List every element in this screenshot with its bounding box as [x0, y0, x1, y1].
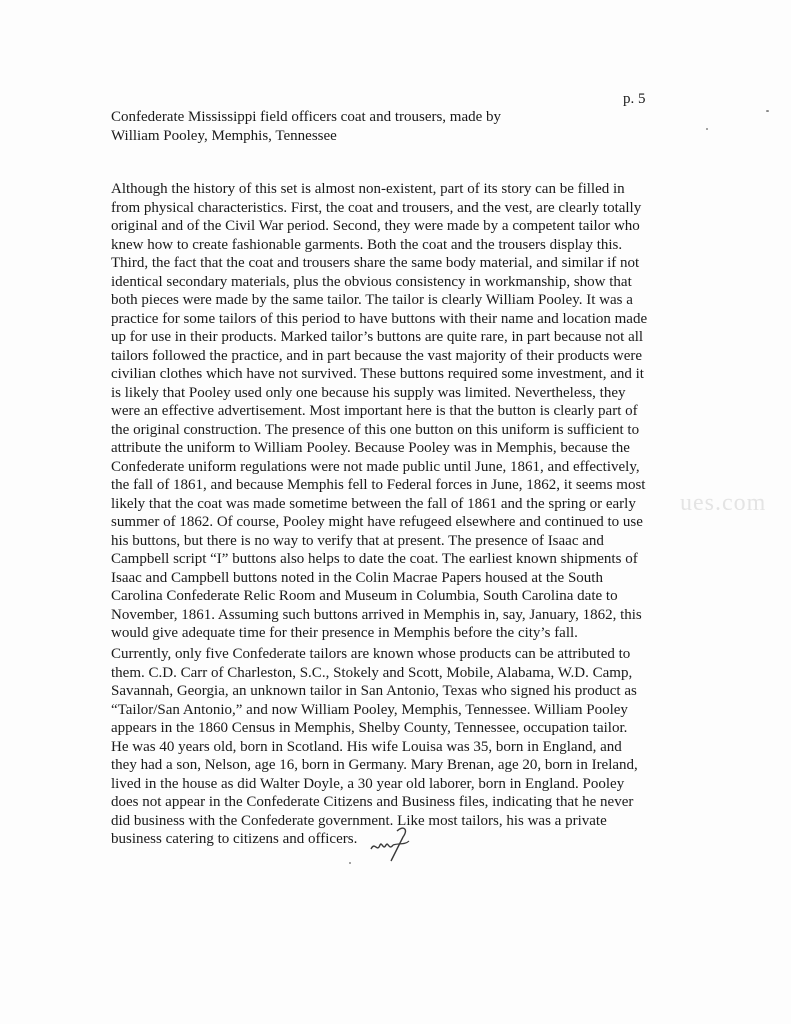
scan-speck — [766, 110, 769, 112]
text-line: identical secondary materials, plus the obvious consistency in workmanship, show that — [111, 273, 632, 290]
text-line: attribute the uniform to William Pooley. Because Pooley was in Memphis, because the — [111, 440, 630, 456]
document-title — [111, 108, 631, 145]
text-line: them. C.D. Carr of Charleston, S.C., Stokely and Scott, Mobile, Alabama, W.D. Camp, — [111, 664, 633, 681]
text-line: from physical characteristics. First, the coat and trousers, and the vest, are clearly totally — [111, 199, 642, 216]
text-line: Carolina Confederate Relic Room and Museum in Columbia, South Carolina date to — [111, 588, 618, 604]
text-line: November, 1861. Assuming such buttons arrived in Memphis in, say, January, 1862, this — [111, 606, 642, 623]
text-line: “Tailor/San Antonio,” and now William Pooley, Memphis, Tennessee. William Pooley — [111, 701, 628, 718]
text-line: tailors followed the practice, and in part because the vast majority of their products were — [111, 347, 643, 364]
text-line: they had a son, Nelson, age 16, born in Germany. Mary Brenan, age 20, born in Ireland, — [111, 757, 638, 773]
paragraph-tailors — [111, 645, 681, 849]
text-line: Currently, only five Confederate tailors are known whose products can be attributed to — [111, 646, 631, 662]
text-line: likely that the coat was made sometime between the fall of 1861 and the spring or early — [111, 495, 636, 512]
title-line: William Pooley, Memphis, Tennessee — [111, 127, 337, 144]
text-line: appears in the 1860 Census in Memphis, Shelby County, Tennessee, occupation tailor. — [111, 720, 628, 736]
title-line: Confederate Mississippi field officers coat and trousers, made by — [111, 109, 502, 125]
scan-speck — [349, 862, 351, 864]
text-line: civilian clothes which have not survived. These buttons required some investment, and it — [111, 366, 644, 382]
text-line: business catering to citizens and officers. — [111, 831, 358, 847]
text-line: knew how to create fashionable garments. Both the coat and the trousers display this. — [111, 236, 623, 253]
text-line: is likely that Pooley used only one because his supply was limited. Nevertheless, they — [111, 384, 626, 401]
text-line: did business with the Confederate government. Like most tailors, his was a private — [111, 812, 607, 829]
text-line: Confederate uniform regulations were not made public until June, 1861, and effectively, — [111, 458, 640, 475]
text-line: Although the history of this set is almost non-existent, part of its story can be filled in — [111, 181, 625, 197]
text-line: He was 40 years old, born in Scotland. His wife Louisa was 35, born in England, and — [111, 738, 622, 755]
text-line: Savannah, Georgia, an unknown tailor in San Antonio, Texas who signed his product as — [111, 683, 637, 699]
handwritten-initials-icon — [369, 823, 417, 863]
text-line: the original construction. The presence of this one button on this uniform is sufficient to — [111, 421, 640, 438]
text-line: his buttons, but there is no way to verify that at present. The presence of Isaac and — [111, 532, 604, 549]
text-line: Isaac and Campbell buttons noted in the Colin Macrae Papers housed at the South — [111, 569, 603, 586]
text-line: original and of the Civil War period. Second, they were made by a competent tailor who — [111, 218, 640, 234]
text-line: practice for some tailors of this period to have buttons with their name and location made — [111, 310, 648, 327]
text-line: were an effective advertisement. Most important here is that the button is clearly part of — [111, 403, 638, 419]
watermark: ues.com — [680, 490, 767, 516]
text-line: up for use in their products. Marked tailor’s buttons are quite rare, in part because not all — [111, 329, 644, 345]
text-line: Campbell script “I” buttons also helps to date the coat. The earliest known shipments of — [111, 551, 638, 567]
text-line: summer of 1862. Of course, Pooley might have refugeed elsewhere and continued to use — [111, 514, 643, 530]
text-line: both pieces were made by the same tailor. The tailor is clearly William Pooley. It was a — [111, 292, 633, 308]
paragraph-history — [111, 180, 681, 643]
scan-speck — [706, 128, 708, 130]
page-number: p. 5 — [623, 91, 646, 107]
text-line: Third, the fact that the coat and trousers share the same body material, and similar if not — [111, 255, 640, 271]
text-line: would give adequate time for their presence in Memphis before the city’s fall. — [111, 625, 578, 641]
text-line: the fall of 1861, and because Memphis fell to Federal forces in June, 1862, it seems most — [111, 477, 646, 493]
text-line: does not appear in the Confederate Citizens and Business files, indicating that he never — [111, 794, 634, 810]
text-line: lived in the house as did Walter Doyle, a 30 year old laborer, born in England. Pooley — [111, 775, 625, 792]
